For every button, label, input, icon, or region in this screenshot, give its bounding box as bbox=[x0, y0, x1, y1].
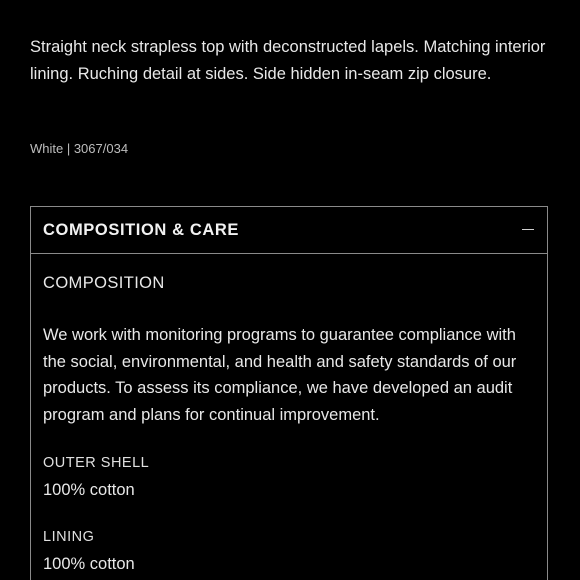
outer-shell-value: 100% cotton bbox=[43, 481, 135, 499]
lining-value: 100% cotton bbox=[43, 555, 135, 573]
lining-label: LINING bbox=[43, 529, 95, 545]
accordion-title: COMPOSITION & CARE bbox=[43, 220, 239, 239]
color-reference: White | 3067/034 bbox=[30, 141, 129, 156]
composition-care-accordion bbox=[30, 206, 548, 580]
minus-icon[interactable] bbox=[521, 223, 535, 237]
product-description: Straight neck strapless top with deconstructed lapels. Matching interior lining. Ruching detail at sides. Side hidden in-seam zip closure. bbox=[30, 38, 546, 83]
accordion-header[interactable] bbox=[31, 207, 547, 254]
composition-heading: COMPOSITION bbox=[43, 274, 165, 292]
compliance-text: We work with monitoring programs to guarantee compliance with the social, environmental, and health and safety standards of our products. To assess its compliance, we have developed an audit program and plans for continual improvement. bbox=[43, 326, 517, 424]
outer-shell-label: OUTER SHELL bbox=[43, 455, 150, 471]
